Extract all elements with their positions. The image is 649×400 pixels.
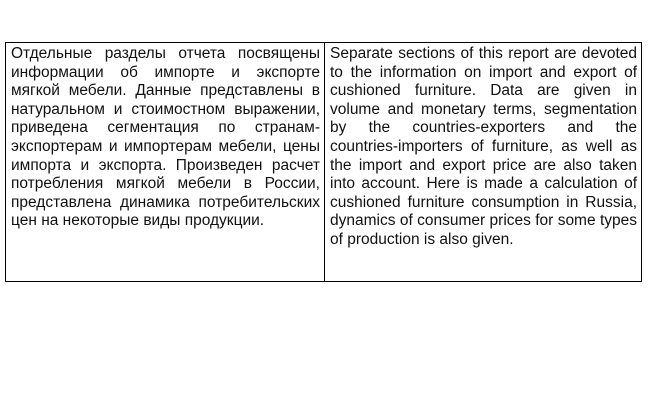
english-text-cell: Separate sections of this report are devoted to the information on import and export of cushioned furniture. Data are given in volume and monetary terms, segmentation by the countries-exporters and the countries-importers of furniture, as well as the import and export price are also taken into account. Here is made a calculation of cushioned furniture consumption in Russia, dynamics of consumer prices for some types of production is also given. [330, 45, 637, 248]
bilingual-text-table [5, 42, 642, 282]
russian-text-cell: Отдельные разделы отчета посвящены информации об импорте и экспорте мягкой мебели. Данные представлены в натуральном и стоимостном выражении, приведена сегментация по странам-экспортерам и импортерам мебели, цены импорта и экспорта. Произведен расчет потребления мягкой мебели в России, представлена динамика потребительских цен на некоторые виды продукции. [6, 43, 325, 281]
